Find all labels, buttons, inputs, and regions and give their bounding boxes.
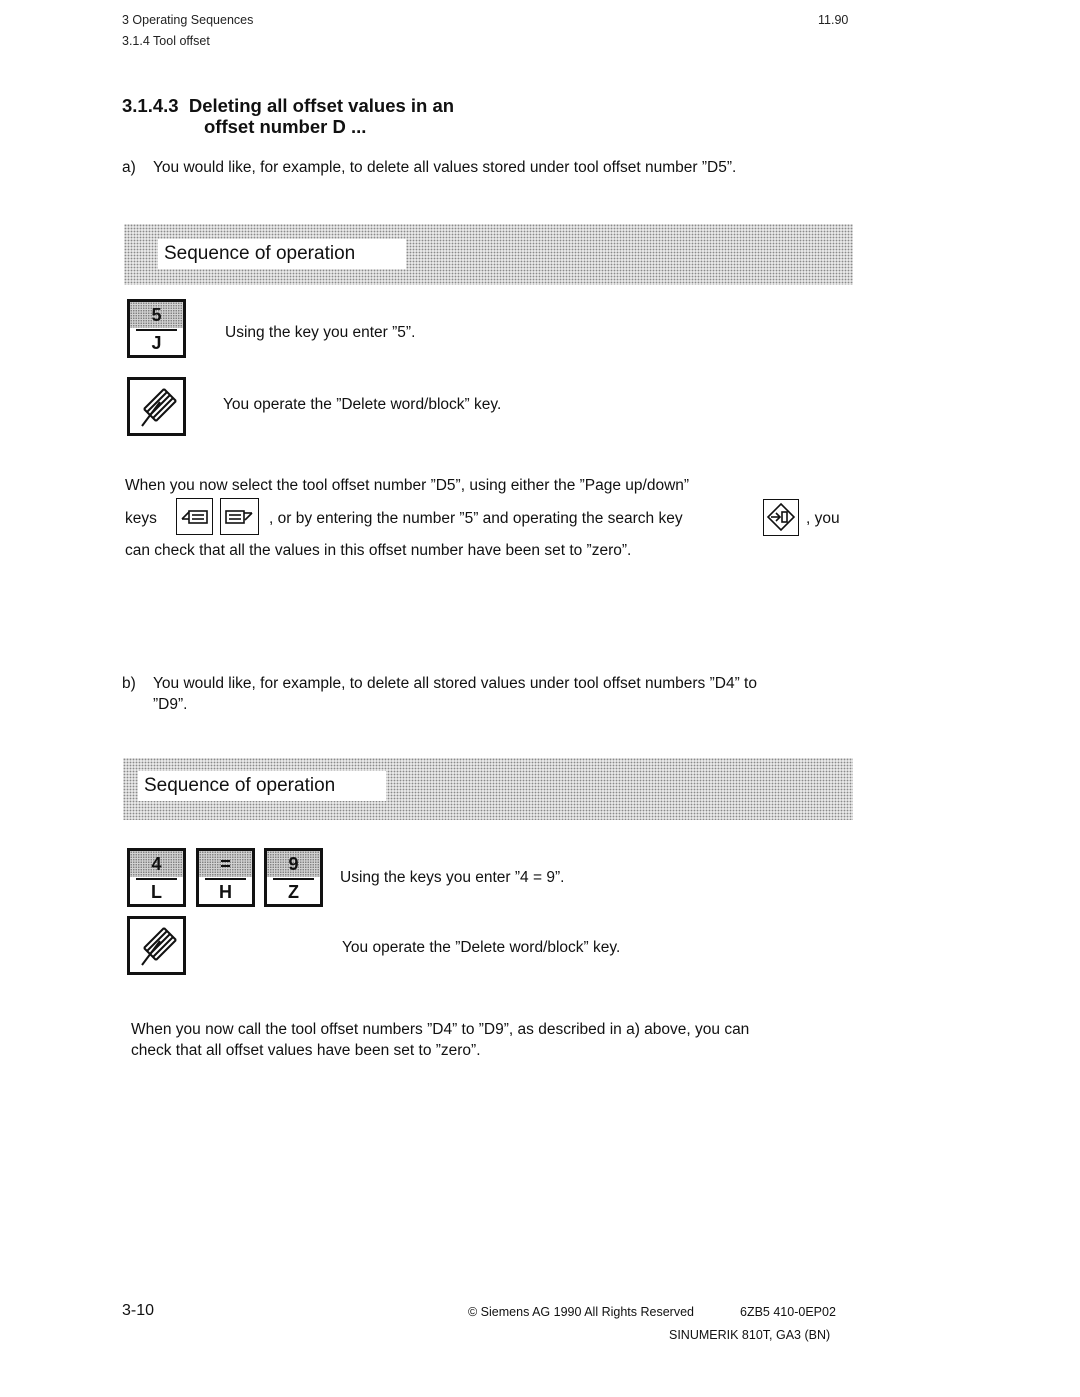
page-up-icon: [176, 498, 213, 535]
section-title-line1: 3.1.4.3 Deleting all offset values in an: [122, 95, 455, 116]
check-a-line2-end: , you: [806, 510, 840, 527]
check-a-line3: can check that all the values in this offset number have been set to ”zero”.: [125, 542, 632, 559]
key-4-l: [127, 848, 186, 907]
part-a-marker: a): [122, 159, 136, 176]
check-b-line1: When you now call the tool offset numbers ”D4” to ”D9”, as described in a) above, you can: [131, 1021, 750, 1038]
key-equals-h-top: =: [199, 851, 252, 877]
search-key-icon: [763, 499, 799, 536]
sequence-banner-b-label: Sequence of operation: [138, 771, 386, 801]
header-section: 3.1.4 Tool offset: [122, 34, 210, 48]
key-5-j-bottom: J: [151, 333, 162, 353]
key-equals-h-bottom: H: [219, 882, 232, 902]
footer-copyright: © Siemens AG 1990 All Rights Reserved: [468, 1305, 694, 1319]
footer-product: SINUMERIK 810T, GA3 (BN): [669, 1328, 831, 1342]
sequence-banner-a: [124, 224, 853, 285]
page-number: 3-10: [122, 1302, 155, 1319]
footer-order-number: 6ZB5 410-0EP02: [740, 1305, 836, 1319]
key-9-z: [264, 848, 323, 907]
delete-word-block-icon: [127, 916, 186, 975]
key-step-text-a: Using the key you enter ”5”.: [225, 324, 416, 341]
key-equals-h: [196, 848, 255, 907]
delete-step-text-b: You operate the ”Delete word/block” key.: [342, 939, 621, 956]
delete-step-text-a: You operate the ”Delete word/block” key.: [223, 396, 502, 413]
key-9-z-top: 9: [267, 851, 320, 877]
key-5-j-top: 5: [130, 302, 183, 328]
delete-word-block-icon: [127, 377, 186, 436]
header-chapter: 3 Operating Sequences: [122, 13, 254, 27]
part-b-marker: b): [122, 675, 136, 692]
page-down-icon: [220, 498, 259, 535]
part-b-text-line2: ”D9”.: [153, 696, 188, 713]
header-date: 11.90: [818, 13, 849, 27]
key-4-l-top: 4: [130, 851, 183, 877]
key-9-z-bottom: Z: [288, 882, 299, 902]
key-5-j: [127, 299, 186, 358]
check-a-line2-mid: , or by entering the number ”5” and operating the search key: [269, 510, 683, 527]
sequence-banner-b: [123, 758, 853, 820]
check-a-keys-word: keys: [125, 510, 157, 527]
check-a-line1: When you now select the tool offset number ”D5”, using either the ”Page up/down”: [125, 477, 690, 494]
check-b-line2: check that all offset values have been set to ”zero”.: [131, 1042, 481, 1059]
part-a-text: You would like, for example, to delete all values stored under tool offset number ”D5”.: [153, 159, 737, 176]
section-title-line2: offset number D ...: [204, 116, 367, 137]
key-step-text-b: Using the keys you enter ”4 = 9”.: [340, 869, 565, 886]
sequence-banner-a-label: Sequence of operation: [158, 239, 406, 269]
key-4-l-bottom: L: [151, 882, 162, 902]
part-b-text-line1: You would like, for example, to delete all stored values under tool offset numbers ”D4” to: [153, 675, 757, 692]
